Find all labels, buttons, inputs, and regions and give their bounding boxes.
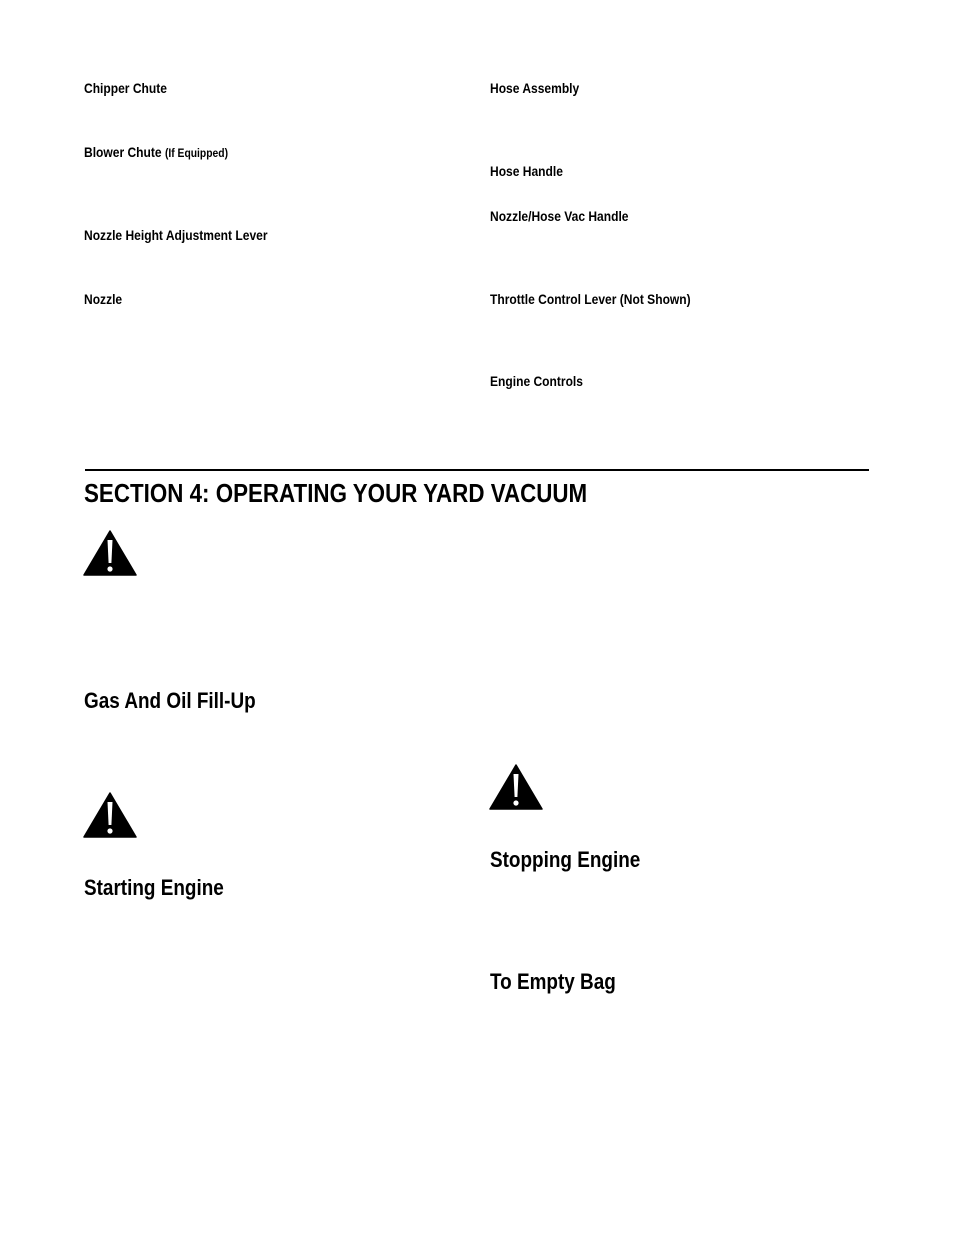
part-label-chipper-chute: Chipper Chute xyxy=(84,80,167,96)
part-label-nozzle-hose-vac-handle: Nozzle/Hose Vac Handle xyxy=(490,208,629,224)
part-label-nozzle: Nozzle xyxy=(84,291,123,307)
warning-triangle-icon xyxy=(489,764,543,810)
warning-triangle-icon xyxy=(83,530,137,576)
part-label-note: (If Equipped) xyxy=(164,146,229,160)
heading-starting-engine: Starting Engine xyxy=(84,875,224,900)
part-label-throttle-control-lever: Throttle Control Lever (Not Shown) xyxy=(490,291,691,307)
part-label-nozzle-height-lever: Nozzle Height Adjustment Lever xyxy=(84,227,268,243)
part-label-blower-chute xyxy=(84,144,228,160)
part-label-text: Blower Chute xyxy=(84,144,162,160)
heading-to-empty-bag: To Empty Bag xyxy=(490,969,616,994)
heading-gas-oil-fill-up: Gas And Oil Fill-Up xyxy=(84,688,256,713)
part-label-hose-handle: Hose Handle xyxy=(490,163,563,179)
warning-triangle-icon xyxy=(83,792,137,838)
part-label-hose-assembly: Hose Assembly xyxy=(490,80,580,96)
part-label-engine-controls: Engine Controls xyxy=(490,373,583,389)
section-title: SECTION 4: OPERATING YOUR YARD VACUUM xyxy=(84,478,588,508)
section-divider xyxy=(85,469,869,471)
heading-stopping-engine: Stopping Engine xyxy=(490,847,641,872)
